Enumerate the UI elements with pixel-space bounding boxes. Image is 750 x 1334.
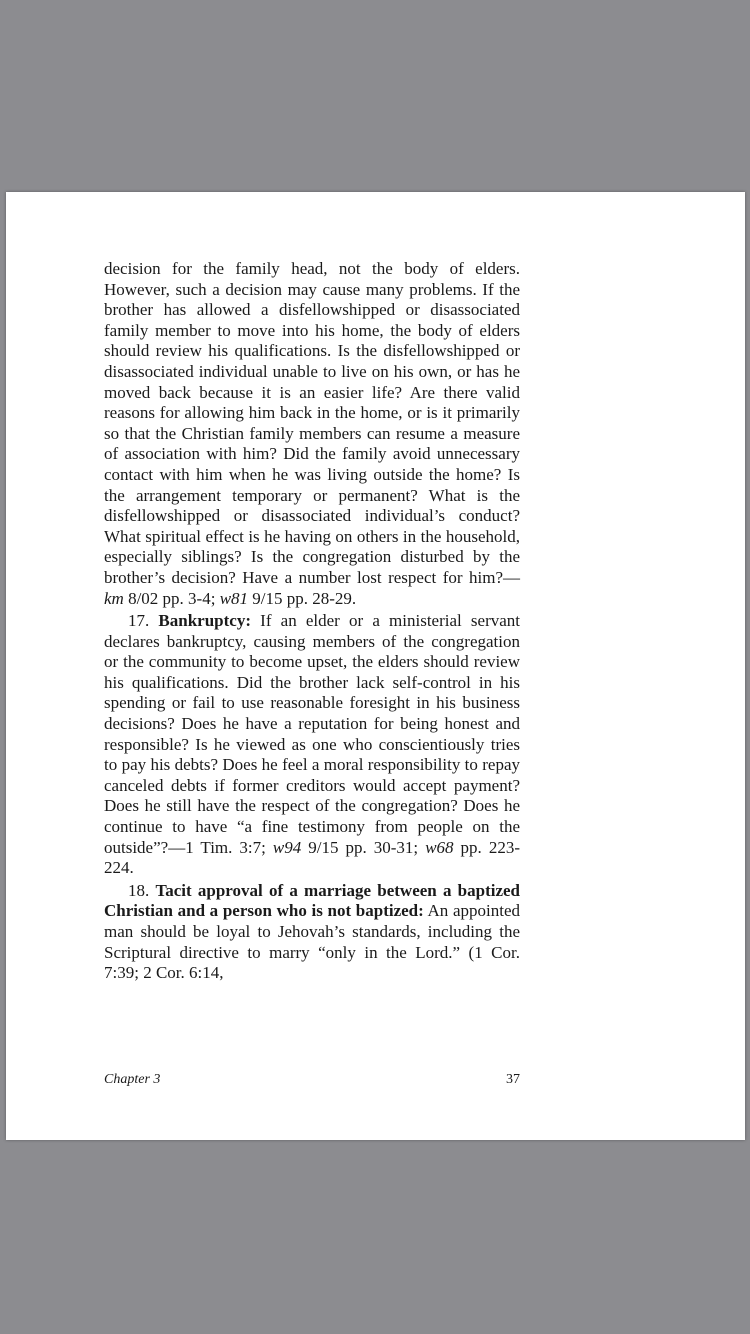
text-run: 8/02 pp. 3-4; xyxy=(123,588,220,608)
citation-run: w68 xyxy=(425,837,454,857)
paragraph-18-tacit-approval xyxy=(104,881,520,984)
citation-run: w94 xyxy=(272,837,302,857)
citation-run: km xyxy=(104,588,124,608)
text-run: 9/15 pp. 30-31; xyxy=(301,837,426,857)
text-run: If an elder or a ministerial servant declares bankruptcy, causing members of the congregation or the community to become upset, the elders should review his qualifications. Did the brother lack self-control in his spending or fail to use reasonable foresight in his business decisions? Does he have a reputation for being honest and responsible? Is he viewed as one who conscientiously tries to pay his debts? Does he feel a moral responsibility to repay canceled debts if former creditors would accept payment? Does he still have the respect of the congregation? Does he continue to have “a fine testimony from people on the outside”?—1 Tim. 3:7; xyxy=(104,611,520,857)
document-page xyxy=(6,192,745,1140)
chapter-label: Chapter 3 xyxy=(104,1072,161,1087)
text-run: 9/15 pp. 28-29. xyxy=(248,588,357,608)
paragraph-number: 18. xyxy=(128,880,156,900)
paragraph-continuation xyxy=(104,259,520,609)
citation-run: w81 xyxy=(219,588,249,608)
paragraph-17-bankruptcy xyxy=(104,611,520,879)
paragraph-number: 17. xyxy=(128,611,159,631)
body-text xyxy=(104,259,520,984)
page-number: 37 xyxy=(506,1072,520,1087)
text-run: decision for the family head, not the body of elders. However, such a decision may cause many problems. If the brother has allowed a disfellowshipped or disassociated family member to move into his home, the body of elders should review his qualifications. Is the disfellowshipped or disassociated individual unable to live on his own, or has he moved back because it is an easier life? Are there valid reasons for allowing him back in the home, or is it primarily so that the Christian family members can resume a measure of association with him? Did the family avoid unnecessary contact with him when he was living outside the home? Is the arrangement temporary or permanent? What is the disfellowshipped or disassociated individual’s conduct? What spiritual effect is he having on others in the household, especially siblings? Is the congregation disturbed by the brother’s decision? Have a number lost respect for him?— xyxy=(104,259,520,587)
text-run: An appointed man should be loyal to Jehovah’s standards, including the Scriptural directive to marry “only in the Lord.” (1 Cor. 7:39; 2 Cor. 6:14, xyxy=(104,901,520,983)
text-run: pp. 223-224. xyxy=(104,837,520,878)
paragraph-heading: Bankruptcy: xyxy=(158,611,251,631)
paragraph-heading: Tacit approval of a marriage between a baptized Christian and a person who is not baptized: xyxy=(104,880,521,921)
